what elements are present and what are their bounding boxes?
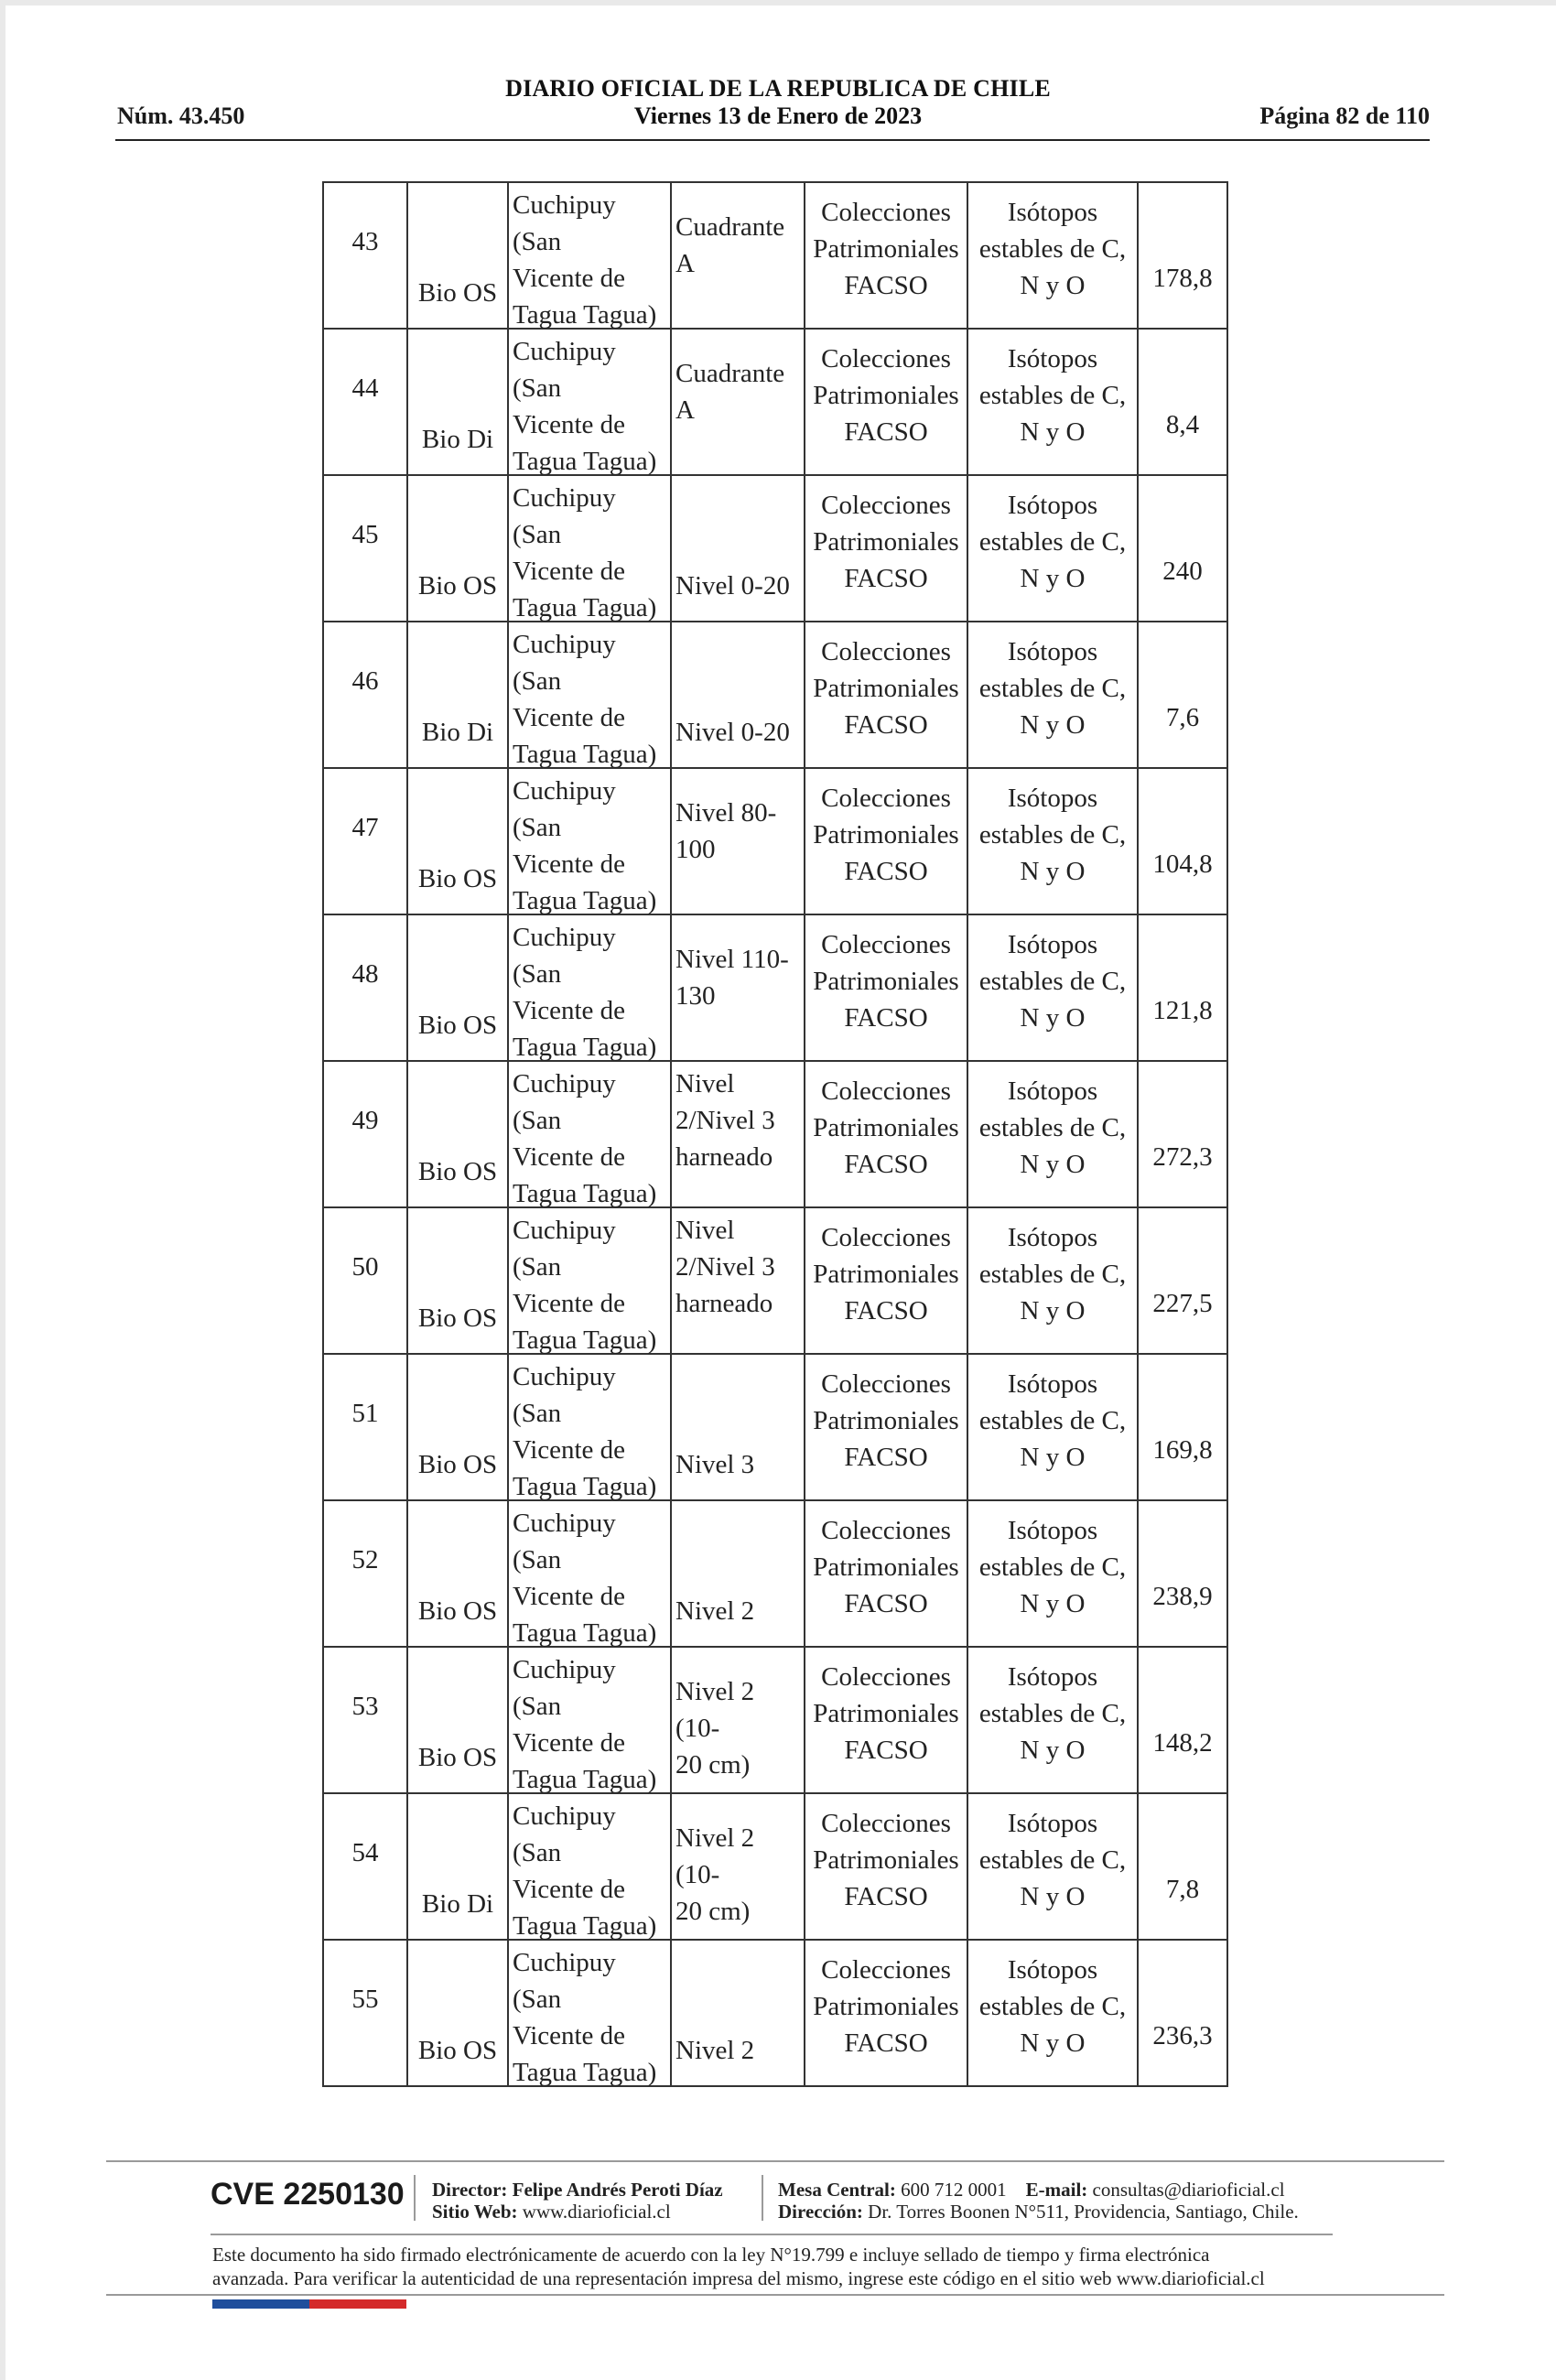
table-row <box>323 1354 1227 1500</box>
sample-type-cell <box>407 1500 508 1647</box>
sample-type: Bio OS <box>417 864 498 893</box>
sample-type: Bio Di <box>421 718 494 747</box>
sample-type: Bio OS <box>417 1304 498 1333</box>
sample-type: Bio OS <box>417 1157 498 1186</box>
sample-value: 272,3 <box>1152 1142 1213 1172</box>
footer-divider-bottom <box>106 2294 1444 2296</box>
row-number-cell <box>323 1207 407 1354</box>
sample-type-cell <box>407 1940 508 2086</box>
row-number-cell <box>323 914 407 1061</box>
collection-name-cell <box>805 1793 967 1940</box>
analysis-type-cell <box>967 1647 1138 1793</box>
analysis-type: Isótopos estables de C, N y O <box>978 1516 1127 1618</box>
row-number: 46 <box>351 666 379 696</box>
sample-type-cell <box>407 182 508 329</box>
sample-value: 7,8 <box>1165 1875 1200 1904</box>
phone-label: Mesa Central: <box>778 2179 896 2201</box>
collection-name-cell <box>805 622 967 768</box>
row-number-cell <box>323 622 407 768</box>
row-number: 47 <box>351 813 379 842</box>
row-number: 54 <box>351 1838 379 1867</box>
level-label-cell <box>671 1500 805 1647</box>
level-label-cell <box>671 1354 805 1500</box>
site-name: Cuchipuy (San Vicente de Tagua Tagua) <box>513 190 657 330</box>
page-number: Página 82 de 110 <box>1259 103 1430 129</box>
row-number: 45 <box>351 520 379 549</box>
row-number: 55 <box>351 1985 379 2014</box>
sample-value: 236,3 <box>1152 2021 1213 2050</box>
sample-value-cell <box>1138 768 1227 914</box>
level-label: Nivel 2/Nivel 3 harneado <box>675 1216 775 1318</box>
row-number: 49 <box>351 1106 379 1135</box>
level-label: Nivel 2 (10- 20 cm) <box>675 1823 755 1926</box>
sample-type-cell <box>407 768 508 914</box>
level-label: Cuadrante A <box>675 359 785 425</box>
sample-type: Bio OS <box>417 1011 498 1040</box>
analysis-type-cell <box>967 914 1138 1061</box>
sample-value-cell <box>1138 1061 1227 1207</box>
director-label: Director: <box>432 2179 508 2201</box>
sample-type: Bio OS <box>417 278 498 308</box>
row-number: 53 <box>351 1692 379 1721</box>
analysis-type: Isótopos estables de C, N y O <box>978 1955 1127 2058</box>
website-label: Sitio Web: <box>432 2201 518 2223</box>
level-label: Nivel 2 <box>675 1596 755 1626</box>
collection-name: Colecciones Patrimoniales FACSO <box>813 344 959 447</box>
row-number-cell <box>323 768 407 914</box>
row-number-cell <box>323 182 407 329</box>
collection-name-cell <box>805 914 967 1061</box>
row-number: 43 <box>351 227 379 256</box>
site-name: Cuchipuy (San Vicente de Tagua Tagua) <box>513 776 657 915</box>
collection-name: Colecciones Patrimoniales FACSO <box>813 1076 959 1179</box>
analysis-type: Isótopos estables de C, N y O <box>978 198 1127 300</box>
sample-type-cell <box>407 622 508 768</box>
site-name: Cuchipuy (San Vicente de Tagua Tagua) <box>513 923 657 1062</box>
collection-name-cell <box>805 1500 967 1647</box>
table-row <box>323 1940 1227 2086</box>
table-row <box>323 1500 1227 1647</box>
publication-title: DIARIO OFICIAL DE LA REPUBLICA DE CHILE <box>505 75 1051 102</box>
level-label: Nivel 2/Nivel 3 harneado <box>675 1069 775 1172</box>
analysis-type: Isótopos estables de C, N y O <box>978 1662 1127 1765</box>
sample-value: 240 <box>1162 557 1203 586</box>
level-label-cell <box>671 1207 805 1354</box>
table-row <box>323 768 1227 914</box>
collection-name: Colecciones Patrimoniales FACSO <box>813 1516 959 1618</box>
footer-divider-top <box>106 2160 1444 2162</box>
sample-type: Bio OS <box>417 1743 498 1772</box>
site-name: Cuchipuy (San Vicente de Tagua Tagua) <box>513 483 657 622</box>
sample-value-cell <box>1138 475 1227 622</box>
sample-type-cell <box>407 914 508 1061</box>
analysis-type: Isótopos estables de C, N y O <box>978 491 1127 593</box>
sample-value: 178,8 <box>1152 264 1213 293</box>
level-label-cell <box>671 1940 805 2086</box>
website-link[interactable]: www.diarioficial.cl <box>522 2201 671 2223</box>
collection-name: Colecciones Patrimoniales FACSO <box>813 930 959 1033</box>
sample-value: 8,4 <box>1165 410 1200 439</box>
collection-name-cell <box>805 768 967 914</box>
row-number-cell <box>323 1354 407 1500</box>
row-number-cell <box>323 475 407 622</box>
issue-number: Núm. 43.450 <box>117 103 245 129</box>
sample-value-cell <box>1138 182 1227 329</box>
collection-name: Colecciones Patrimoniales FACSO <box>813 1369 959 1472</box>
collection-name: Colecciones Patrimoniales FACSO <box>813 637 959 740</box>
level-label: Nivel 80- 100 <box>675 798 777 864</box>
row-number-cell <box>323 1061 407 1207</box>
analysis-type: Isótopos estables de C, N y O <box>978 1076 1127 1179</box>
site-name: Cuchipuy (San Vicente de Tagua Tagua) <box>513 1801 657 1941</box>
site-name: Cuchipuy (San Vicente de Tagua Tagua) <box>513 1509 657 1648</box>
footer-separator <box>762 2175 763 2221</box>
sample-value-cell <box>1138 329 1227 475</box>
sample-type-cell <box>407 1354 508 1500</box>
analysis-type-cell <box>967 1354 1138 1500</box>
analysis-type: Isótopos estables de C, N y O <box>978 1809 1127 1911</box>
sample-type: Bio Di <box>421 1889 494 1919</box>
row-number: 50 <box>351 1252 379 1282</box>
sample-value-cell <box>1138 1647 1227 1793</box>
analysis-type-cell <box>967 622 1138 768</box>
collection-name: Colecciones Patrimoniales FACSO <box>813 198 959 300</box>
address-label: Dirección: <box>778 2201 863 2223</box>
cve-code: CVE 2250130 <box>211 2177 405 2212</box>
sample-type: Bio Di <box>421 425 494 454</box>
analysis-type-cell <box>967 475 1138 622</box>
table-row <box>323 475 1227 622</box>
sample-type-cell <box>407 1061 508 1207</box>
level-label-cell <box>671 914 805 1061</box>
row-number-cell <box>323 329 407 475</box>
analysis-type-cell <box>967 329 1138 475</box>
sample-type-cell <box>407 329 508 475</box>
site-name: Cuchipuy (San Vicente de Tagua Tagua) <box>513 630 657 769</box>
sample-value: 104,8 <box>1152 849 1213 879</box>
site-name: Cuchipuy (San Vicente de Tagua Tagua) <box>513 1948 657 2087</box>
samples-table <box>322 181 1228 2087</box>
sample-type: Bio OS <box>417 2036 498 2065</box>
site-name-cell <box>508 1500 671 1647</box>
collection-name-cell <box>805 1354 967 1500</box>
level-label-cell <box>671 329 805 475</box>
samples-table-container <box>322 181 1226 2087</box>
collection-name-cell <box>805 329 967 475</box>
table-row <box>323 1647 1227 1793</box>
analysis-type: Isótopos estables de C, N y O <box>978 1369 1127 1472</box>
level-label: Nivel 110- 130 <box>675 945 789 1011</box>
analysis-type: Isótopos estables de C, N y O <box>978 1223 1127 1325</box>
legal-notice <box>212 2243 1347 2290</box>
header-divider <box>115 139 1430 141</box>
site-name-cell <box>508 622 671 768</box>
table-row <box>323 1207 1227 1354</box>
level-label: Nivel 2 <box>675 2036 755 2065</box>
level-label: Nivel 0-20 <box>675 718 790 747</box>
site-name-cell <box>508 1647 671 1793</box>
sample-type: Bio OS <box>417 1450 498 1479</box>
row-number-cell <box>323 1500 407 1647</box>
collection-name-cell <box>805 1061 967 1207</box>
sample-value: 148,2 <box>1152 1728 1213 1758</box>
analysis-type-cell <box>967 1940 1138 2086</box>
site-name: Cuchipuy (San Vicente de Tagua Tagua) <box>513 1216 657 1355</box>
analysis-type: Isótopos estables de C, N y O <box>978 784 1127 886</box>
analysis-type-cell <box>967 768 1138 914</box>
sample-value: 121,8 <box>1152 996 1213 1025</box>
table-row <box>323 1793 1227 1940</box>
collection-name: Colecciones Patrimoniales FACSO <box>813 1955 959 2058</box>
table-row <box>323 182 1227 329</box>
row-number: 51 <box>351 1399 379 1428</box>
table-row <box>323 622 1227 768</box>
phone-number: 600 712 0001 <box>901 2179 1007 2201</box>
level-label-cell <box>671 1793 805 1940</box>
row-number-cell <box>323 1940 407 2086</box>
samples-table-body <box>323 182 1227 2086</box>
sample-value-cell <box>1138 1793 1227 1940</box>
sample-value-cell <box>1138 1354 1227 1500</box>
analysis-type-cell <box>967 182 1138 329</box>
sample-type: Bio OS <box>417 571 498 600</box>
address-text: Dr. Torres Boonen N°511, Providencia, Santiago, Chile. <box>868 2201 1299 2223</box>
footer-director-block <box>432 2179 723 2223</box>
analysis-type-cell <box>967 1793 1138 1940</box>
collection-name: Colecciones Patrimoniales FACSO <box>813 784 959 886</box>
sample-type-cell <box>407 1207 508 1354</box>
level-label-cell <box>671 622 805 768</box>
table-row <box>323 914 1227 1061</box>
email-label: E-mail: <box>1025 2179 1088 2201</box>
sample-value: 169,8 <box>1152 1435 1213 1465</box>
sample-type-cell <box>407 1647 508 1793</box>
collection-name: Colecciones Patrimoniales FACSO <box>813 1809 959 1911</box>
analysis-type: Isótopos estables de C, N y O <box>978 637 1127 740</box>
footer-separator <box>414 2175 416 2221</box>
collection-name: Colecciones Patrimoniales FACSO <box>813 491 959 593</box>
level-label-cell <box>671 182 805 329</box>
collection-name: Colecciones Patrimoniales FACSO <box>813 1223 959 1325</box>
sample-value: 238,9 <box>1152 1582 1213 1611</box>
row-number: 44 <box>351 373 379 403</box>
collection-name-cell <box>805 1207 967 1354</box>
site-name-cell <box>508 1061 671 1207</box>
sample-value-cell <box>1138 1500 1227 1647</box>
site-name-cell <box>508 182 671 329</box>
site-name-cell <box>508 1793 671 1940</box>
flag-stripe-red <box>309 2299 406 2309</box>
director-name: Felipe Andrés Peroti Díaz <box>512 2179 723 2201</box>
analysis-type: Isótopos estables de C, N y O <box>978 930 1127 1033</box>
analysis-type-cell <box>967 1207 1138 1354</box>
row-number: 48 <box>351 959 379 989</box>
sample-type: Bio OS <box>417 1596 498 1626</box>
row-number-cell <box>323 1647 407 1793</box>
sample-type-cell <box>407 475 508 622</box>
level-label: Nivel 2 (10- 20 cm) <box>675 1677 755 1780</box>
site-name-cell <box>508 1354 671 1500</box>
table-row <box>323 1061 1227 1207</box>
analysis-type-cell <box>967 1500 1138 1647</box>
analysis-type-cell <box>967 1061 1138 1207</box>
table-row <box>323 329 1227 475</box>
site-name-cell <box>508 914 671 1061</box>
flag-stripe-blue <box>212 2299 309 2309</box>
collection-name: Colecciones Patrimoniales FACSO <box>813 1662 959 1765</box>
level-label-cell <box>671 1061 805 1207</box>
level-label-cell <box>671 1647 805 1793</box>
site-name-cell <box>508 768 671 914</box>
email-link[interactable]: consultas@diarioficial.cl <box>1092 2179 1285 2201</box>
legal-notice-line: avanzada. Para verificar la autenticidad de una representación impresa del mismo, ingrese este código en el sitio web www.diarioficial.cl <box>212 2267 1265 2289</box>
site-name: Cuchipuy (San Vicente de Tagua Tagua) <box>513 1069 657 1208</box>
site-name-cell <box>508 1940 671 2086</box>
sample-value-cell <box>1138 1207 1227 1354</box>
sample-value: 227,5 <box>1152 1289 1213 1318</box>
row-number: 52 <box>351 1545 379 1574</box>
footer-contact-block <box>778 2179 1299 2223</box>
analysis-type: Isótopos estables de C, N y O <box>978 344 1127 447</box>
site-name: Cuchipuy (San Vicente de Tagua Tagua) <box>513 1655 657 1794</box>
legal-notice-line: Este documento ha sido firmado electrónicamente de acuerdo con la ley N°19.799 e incluye sellado de tiempo y firma electrónica <box>212 2244 1210 2266</box>
collection-name-cell <box>805 182 967 329</box>
issue-date: Viernes 13 de Enero de 2023 <box>633 103 923 129</box>
collection-name-cell <box>805 1647 967 1793</box>
level-label: Cuadrante A <box>675 212 785 278</box>
level-label: Nivel 3 <box>675 1450 755 1479</box>
site-name-cell <box>508 475 671 622</box>
level-label: Nivel 0-20 <box>675 571 790 600</box>
site-name: Cuchipuy (San Vicente de Tagua Tagua) <box>513 337 657 476</box>
collection-name-cell <box>805 475 967 622</box>
sample-value: 7,6 <box>1165 703 1200 732</box>
sample-value-cell <box>1138 622 1227 768</box>
level-label-cell <box>671 475 805 622</box>
sample-value-cell <box>1138 914 1227 1061</box>
sample-type-cell <box>407 1793 508 1940</box>
row-number-cell <box>323 1793 407 1940</box>
collection-name-cell <box>805 1940 967 2086</box>
site-name-cell <box>508 329 671 475</box>
site-name: Cuchipuy (San Vicente de Tagua Tagua) <box>513 1362 657 1501</box>
sample-value-cell <box>1138 1940 1227 2086</box>
level-label-cell <box>671 768 805 914</box>
footer-divider-middle <box>211 2234 1333 2235</box>
site-name-cell <box>508 1207 671 1354</box>
